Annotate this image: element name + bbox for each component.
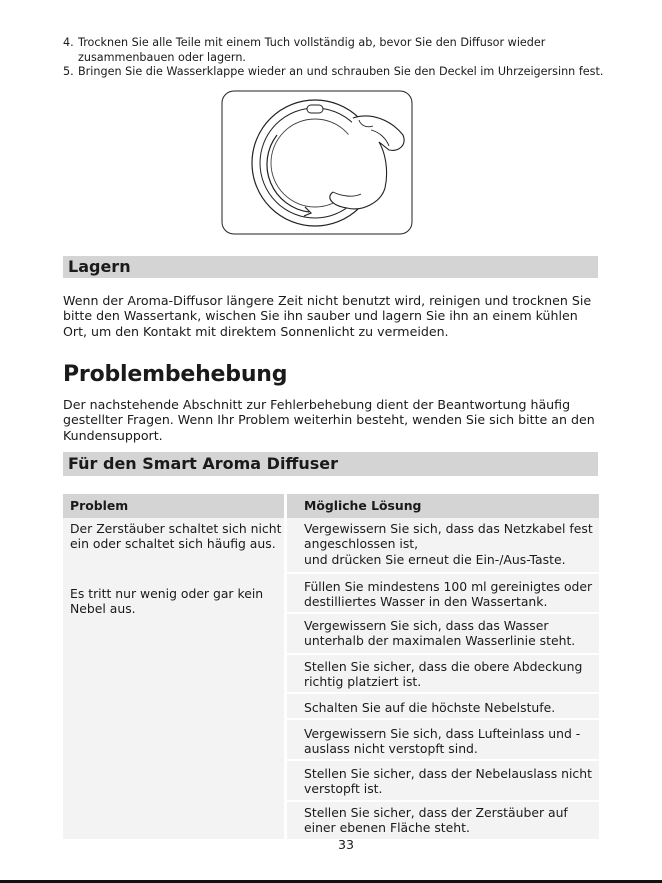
- table-cell-solution: Vergewissern Sie sich, dass das Netzkabel fest angeschlossen ist,: [304, 521, 593, 552]
- table-cell-problem: Es tritt nur wenig oder gar kein Nebel aus.: [70, 586, 264, 617]
- table-cell-solution: Schalten Sie auf die höchste Nebelstufe.: [304, 700, 556, 715]
- page-title: Problembehebung: [63, 362, 288, 387]
- row-divider: [287, 653, 599, 655]
- table-cell-solution: und drücken Sie erneut die Ein-/Aus-Taste.: [304, 552, 566, 567]
- lid-screw-illustration: [221, 90, 413, 235]
- assembly-steps: [63, 36, 623, 80]
- row-divider: [287, 612, 599, 614]
- table-cell-solution: Vergewissern Sie sich, dass Lufteinlass und -auslass nicht verstopft sind.: [304, 726, 581, 757]
- table-header-solution: Mögliche Lösung: [287, 494, 599, 518]
- table-cell-problem: Der Zerstäuber schaltet sich nicht ein oder schaltet sich häufig aus.: [70, 521, 282, 552]
- page-number: 33: [337, 837, 355, 852]
- problem-column: [63, 518, 284, 839]
- step-text: Trocknen Sie alle Teile mit einem Tuch vollständig ab, bevor Sie den Diffusor wieder zusammenbauen oder lagern.: [78, 36, 546, 64]
- table-cell-solution: Füllen Sie mindestens 100 ml gereinigtes oder destilliertes Wasser in den Wassertank.: [304, 579, 593, 610]
- section-heading-storage: Lagern: [63, 256, 598, 278]
- step-number: 4.: [63, 36, 74, 49]
- step-5: [63, 65, 623, 80]
- table-header-problem: Problem: [63, 494, 284, 518]
- table-cell-solution: Vergewissern Sie sich, dass das Wasser unterhalb der maximalen Wasserlinie steht.: [304, 618, 576, 649]
- step-4: [63, 36, 623, 65]
- row-divider: [287, 692, 599, 694]
- table-cell-solution: Stellen Sie sicher, dass die obere Abdeckung richtig platziert ist.: [304, 659, 583, 690]
- troubleshooting-intro: Der nachstehende Abschnitt zur Fehlerbehebung dient der Beantwortung häufig gestellter Fragen. Wenn Ihr Problem weiterhin besteht, wenden Sie sich bitte an den Kundensupport.: [63, 397, 595, 443]
- table-cell-solution: Stellen Sie sicher, dass der Nebelauslass nicht verstopft ist.: [304, 766, 592, 797]
- troubleshooting-table: [63, 494, 599, 839]
- storage-text: Wenn der Aroma-Diffusor längere Zeit nicht benutzt wird, reinigen und trocknen Sie bitte den Wassertank, wischen Sie ihn sauber und lagern Sie ihn an einem kühlen Ort, um den Kontakt mit direktem Sonnenlicht zu vermeiden.: [63, 293, 592, 339]
- step-text: Bringen Sie die Wasserklappe wieder an und schrauben Sie den Deckel im Uhrzeigersinn fest.: [78, 65, 604, 78]
- solution-column: [287, 518, 599, 839]
- step-number: 5.: [63, 65, 74, 78]
- row-divider: [287, 718, 599, 720]
- row-divider: [287, 800, 599, 802]
- table-cell-solution: Stellen Sie sicher, dass der Zerstäuber auf einer ebenen Fläche steht.: [304, 805, 568, 836]
- section-heading-diffuser: Für den Smart Aroma Diffuser: [63, 452, 598, 476]
- row-divider: [287, 572, 599, 574]
- row-divider: [287, 759, 599, 761]
